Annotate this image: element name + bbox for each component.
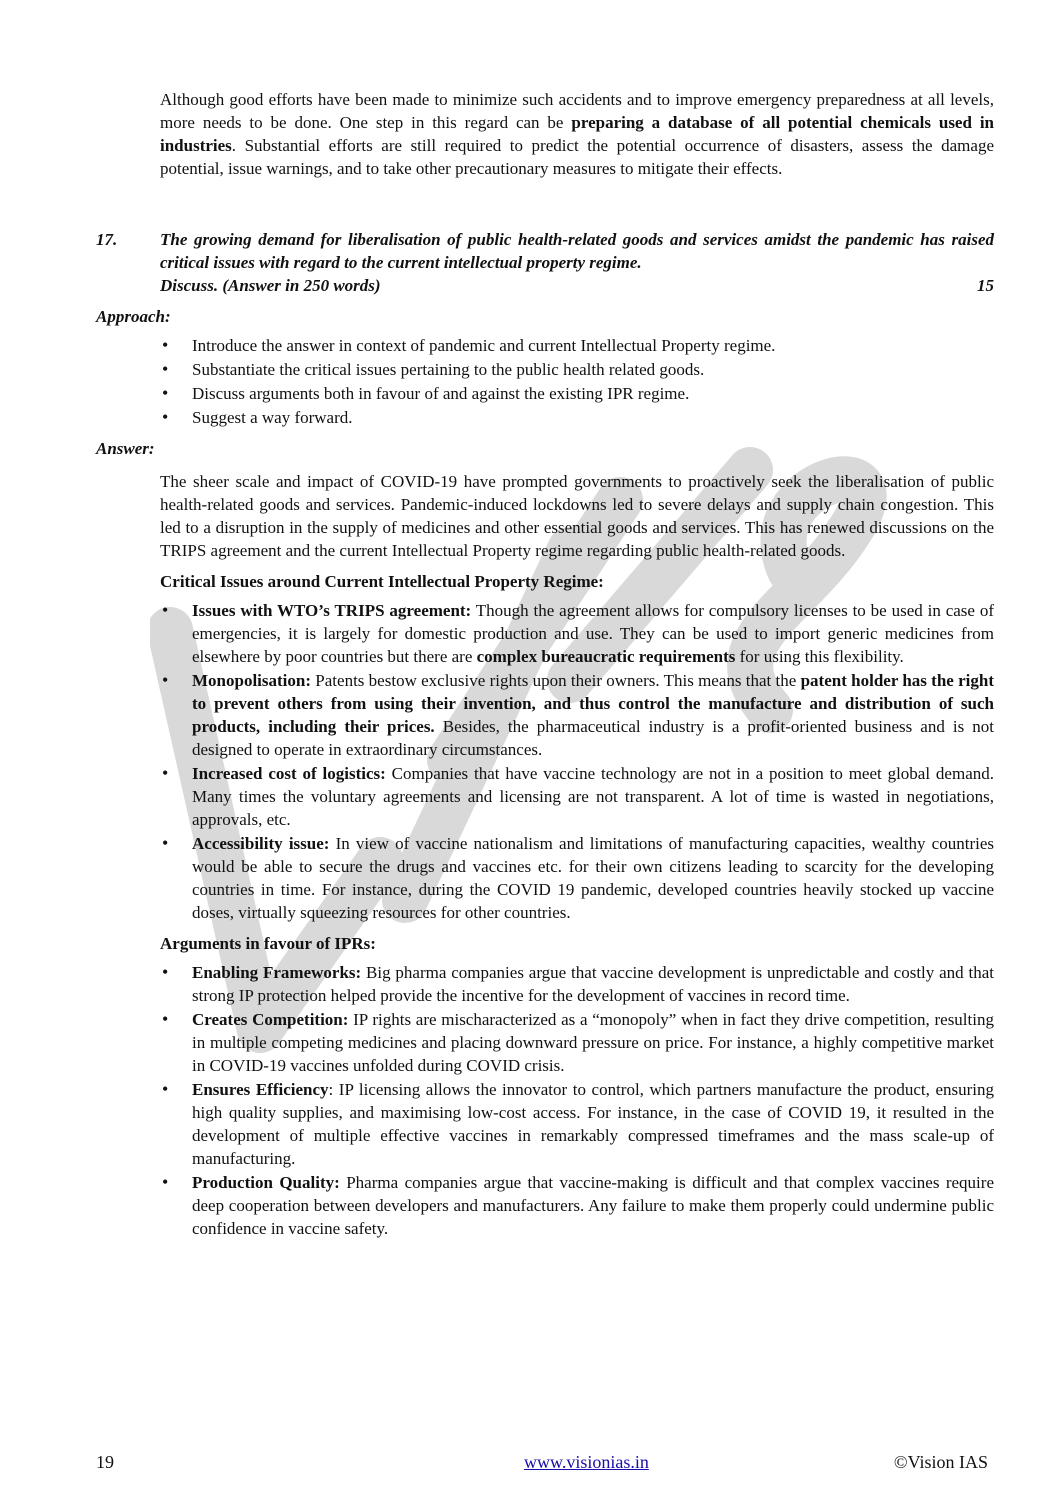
answer-intro: The sheer scale and impact of COVID-19 have prompted governments to proactively seek the liberalisation of public health-related goods and services. Pandemic-induced lockdowns led to severe delays and supply chain congestion. This led to a disruption in the supply of medicines and other essential goods and services. This has renewed discussions on the TRIPS agreement and the current Intellectual Property regime regarding public health-related goods. [160,472,994,560]
intro-paragraph: Although good efforts have been made to minimize such accidents and to improve emergency preparedness at all levels, more needs to be done. One step in this regard can be preparing a database of all potential chemicals used in industries. Substantial efforts are still required to predict the potential occurrence of disasters, assess the damage potential, issue warnings, and to take other precautionary measures to mitigate their effects. [160,90,994,178]
copyright: ©Vision IAS [893,1452,988,1472]
favour-item: • Ensures Efficiency: IP licensing allows the innovator to control, which partners manufacture the product, ensuring high quality supplies, and maximising low-cost access. For instance, in the case of COVID 19, it resulted in the development of multiple effective vaccines in remarkably compressed timeframes and the mass scale-up of manufacturing. [160,1078,994,1170]
favour-item: • Creates Competition: IP rights are mischaracterized as a “monopoly” when in fact they drive competition, resulting in multiple competing medicines and placing downward pressure on price. For instance, a highly competitive market in COVID-19 vaccines unfolded during COVID crisis. [160,1008,994,1077]
question-block [96,228,994,297]
critical-issues-heading: Critical Issues around Current Intellectual Property Regime: [160,572,604,591]
critical-issue-item: • Monopolisation: Patents bestow exclusive rights upon their owners. This means that the patent holder has the right to prevent others from using their invention, and thus control the manufacture and distribution of such products, including their prices. Besides, the pharmaceutical industry is a profit-oriented business and is not designed to operate in extraordinary circumstances. [160,669,994,761]
page-number: 19 [96,1452,114,1472]
intro-highlight: preparing a database of all potential chemicals used in industries [160,113,994,155]
approach-item: • Introduce the answer in context of pandemic and current Intellectual Property regime. [160,334,994,357]
favour-list [96,961,994,1240]
approach-list [96,334,994,429]
approach-item: • Suggest a way forward. [160,406,994,429]
favour-item: • Enabling Frameworks: Big pharma companies argue that vaccine development is unpredictable and costly and that strong IP protection helped provide the incentive for the development of vaccines in record time. [160,961,994,1007]
critical-issues-list [96,599,994,924]
question-text: The growing demand for liberalisation of public health-related goods and services amidst the pandemic has raised critical issues with regard to the current intellectual property regime. Discuss. (Answer in 250 words) 15 [160,230,994,295]
approach-label: Approach: [96,307,171,326]
question-instruction: Discuss. (Answer in 250 words) [160,276,381,295]
approach-item: • Discuss arguments both in favour of and against the existing IPR regime. [160,382,994,405]
favour-item: • Production Quality: Pharma companies argue that vaccine-making is difficult and that complex vaccines require deep cooperation between developers and manufacturers. Any failure to make them properly could undermine public confidence in vaccine safety. [160,1171,994,1240]
approach-item: • Substantiate the critical issues pertaining to the public health related goods. [160,358,994,381]
question-marks: 15 [977,276,994,295]
critical-issue-item: • Increased cost of logistics: Companies that have vaccine technology are not in a position to meet global demand. Many times the voluntary agreements and licensing are not transparent. A lot of time is wasted in negotiations, approvals, etc. [160,762,994,831]
page-footer [96,1452,988,1476]
favour-heading: Arguments in favour of IPRs: [160,934,376,953]
critical-issue-item: • Accessibility issue: In view of vaccine nationalism and limitations of manufacturing capacities, wealthy countries would be able to secure the drugs and vaccines etc. for their own citizens leading to scarcity for the developing countries in time. For instance, during the COVID 19 pandemic, developed countries heavily stocked up vaccine doses, virtually squeezing resources for other countries. [160,832,994,924]
question-number: 17. [96,230,118,249]
website-link[interactable]: www.visionias.in [524,1452,649,1472]
document-content [96,88,994,1241]
answer-label: Answer: [96,439,155,458]
critical-issue-item: • Issues with WTO’s TRIPS agreement: Though the agreement allows for compulsory licenses to be used in case of emergencies, it is largely for domestic production and use. They can be used to import generic medicines from elsewhere by poor countries but there are complex bureaucratic requirements for using this flexibility. [160,599,994,668]
